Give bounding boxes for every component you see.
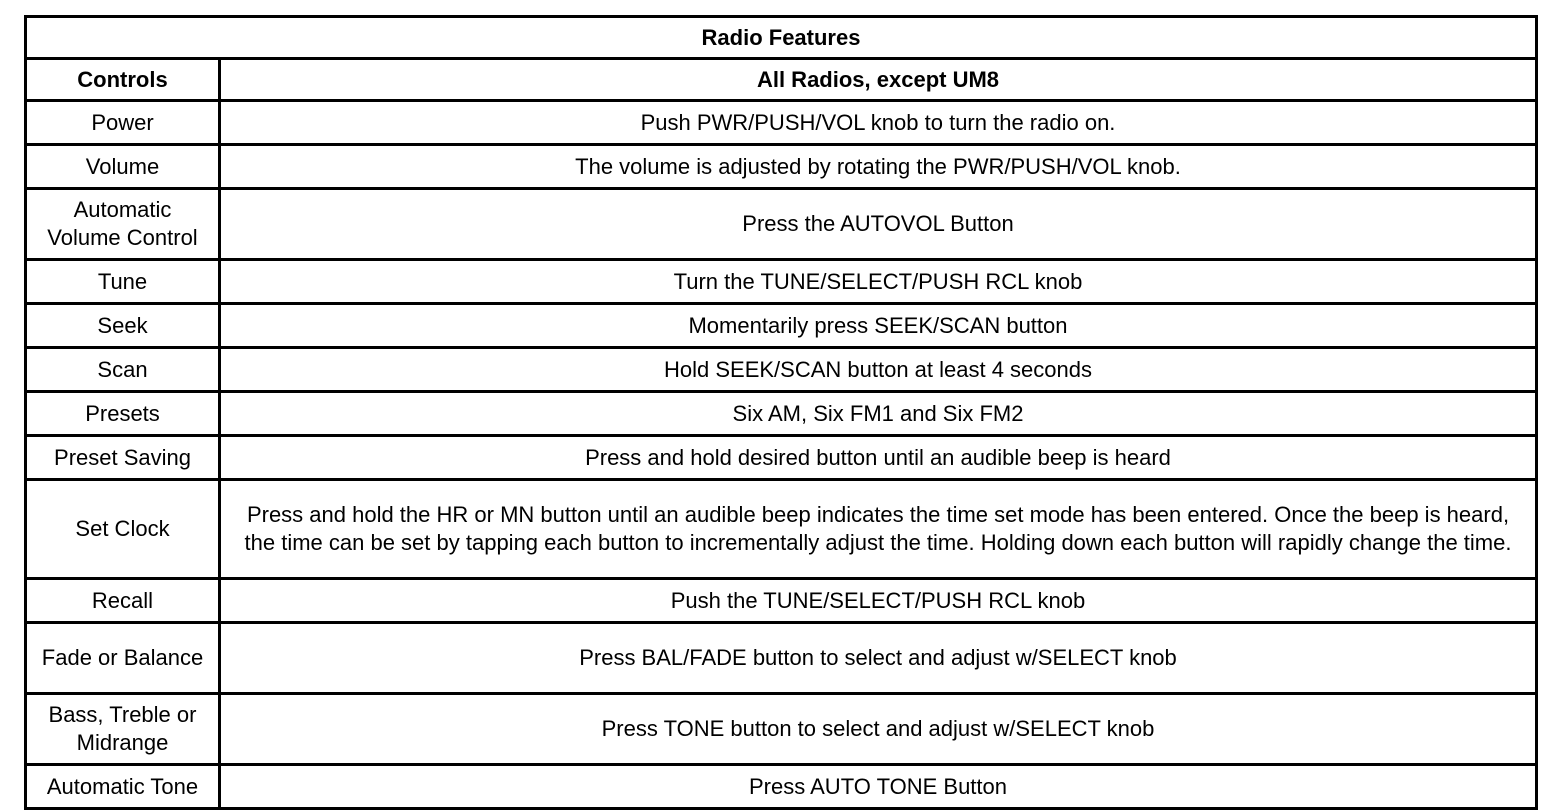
description-cell: Press TONE button to select and adjust w/SELECT knob [220, 694, 1537, 765]
table-row [26, 623, 1537, 694]
description-cell: Turn the TUNE/SELECT/PUSH RCL knob [220, 260, 1537, 304]
control-cell: Automatic Tone [26, 765, 220, 809]
description-cell: The volume is adjusted by rotating the PWR/PUSH/VOL knob. [220, 145, 1537, 189]
description-cell: Press and hold the HR or MN button until an audible beep indicates the time set mode has been entered. Once the beep is heard, the time can be set by tapping each button to incrementally adjust the time. Holding down each button will rapidly change the time. [220, 480, 1537, 579]
header-all-radios: All Radios, except UM8 [220, 59, 1537, 101]
control-cell: Seek [26, 304, 220, 348]
table-title: Radio Features [26, 17, 1537, 59]
table-row [26, 145, 1537, 189]
description-cell: Press and hold desired button until an audible beep is heard [220, 436, 1537, 480]
header-row [26, 59, 1537, 101]
description-cell: Hold SEEK/SCAN button at least 4 seconds [220, 348, 1537, 392]
control-cell: Recall [26, 579, 220, 623]
control-cell: Bass, Treble or Midrange [26, 694, 220, 765]
description-cell: Six AM, Six FM1 and Six FM2 [220, 392, 1537, 436]
control-cell: Volume [26, 145, 220, 189]
table-row [26, 304, 1537, 348]
table-row [26, 579, 1537, 623]
table-row [26, 101, 1537, 145]
control-cell: Power [26, 101, 220, 145]
table-row [26, 694, 1537, 765]
table-row [26, 348, 1537, 392]
table-row [26, 765, 1537, 809]
description-cell: Press BAL/FADE button to select and adjust w/SELECT knob [220, 623, 1537, 694]
table-row [26, 480, 1537, 579]
table-row [26, 189, 1537, 260]
title-row [26, 17, 1537, 59]
control-cell: Set Clock [26, 480, 220, 579]
description-cell: Momentarily press SEEK/SCAN button [220, 304, 1537, 348]
header-controls: Controls [26, 59, 220, 101]
table-row [26, 260, 1537, 304]
control-cell: Scan [26, 348, 220, 392]
table-row [26, 436, 1537, 480]
radio-features-document [24, 15, 1538, 810]
control-cell: Fade or Balance [26, 623, 220, 694]
control-cell: Presets [26, 392, 220, 436]
description-cell: Press the AUTOVOL Button [220, 189, 1537, 260]
description-cell: Push PWR/PUSH/VOL knob to turn the radio on. [220, 101, 1537, 145]
table-row [26, 392, 1537, 436]
control-cell: Automatic Volume Control [26, 189, 220, 260]
control-cell: Preset Saving [26, 436, 220, 480]
description-cell: Press AUTO TONE Button [220, 765, 1537, 809]
radio-features-table [24, 15, 1538, 810]
control-cell: Tune [26, 260, 220, 304]
description-cell: Push the TUNE/SELECT/PUSH RCL knob [220, 579, 1537, 623]
